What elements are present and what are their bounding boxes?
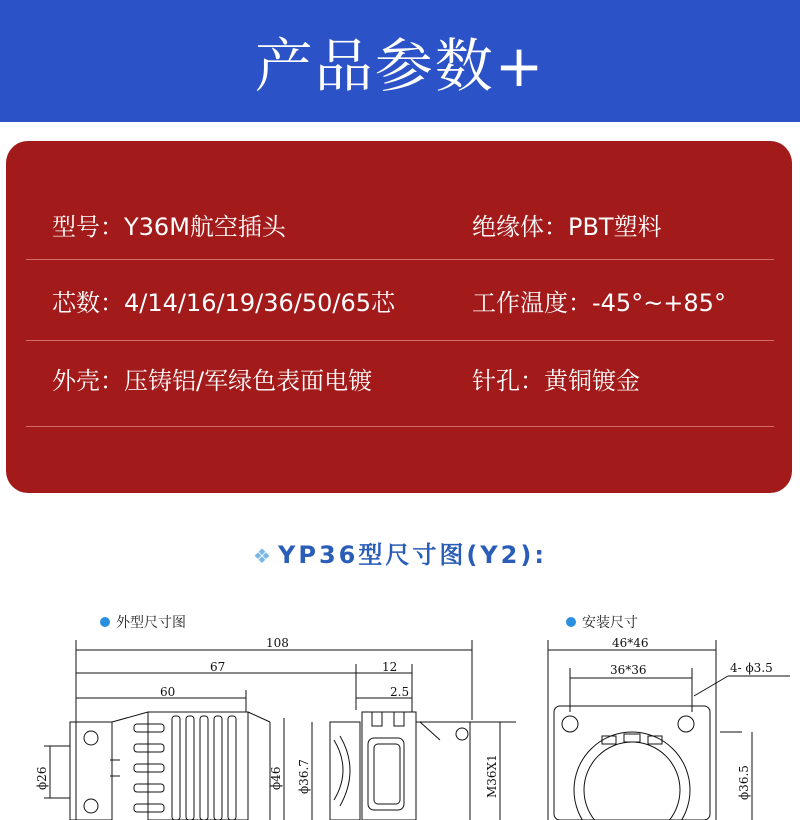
diamond-icon: ❖ bbox=[253, 544, 274, 568]
dim-46x46: 46*46 bbox=[612, 636, 649, 650]
dim-holes: 4- ϕ3.5 bbox=[730, 661, 773, 675]
dim-m36: M36X1 bbox=[485, 754, 499, 798]
spec-temperature: 工作温度：-45°~+85° bbox=[472, 289, 726, 317]
dim-2-5: 2.5 bbox=[390, 685, 410, 699]
page-title: 产品参数+ bbox=[254, 32, 546, 100]
dim-36x36: 36*36 bbox=[610, 663, 647, 677]
outline-label-text: 外型尺寸图 bbox=[116, 615, 186, 631]
dim-67: 67 bbox=[210, 660, 226, 674]
spec-insulator: 绝缘体：PBT塑料 bbox=[472, 213, 662, 241]
dim-60: 60 bbox=[160, 685, 176, 699]
dim-phi36-7: ϕ36.7 bbox=[297, 759, 311, 794]
drawing-title-text: YP36型尺寸图(Y2): bbox=[277, 541, 547, 569]
spec-shell: 外壳：压铸铝/军绿色表面电镀 bbox=[52, 367, 373, 395]
spec-cores: 芯数：4/14/16/19/36/50/65芯 bbox=[52, 289, 396, 317]
spec-pin: 针孔：黄铜镀金 bbox=[472, 367, 640, 395]
dim-phi36-5: ϕ36.5 bbox=[737, 765, 751, 800]
dim-phi46: ϕ46 bbox=[269, 766, 283, 790]
spec-model: 型号：Y36M航空插头 bbox=[52, 213, 286, 241]
dim-12: 12 bbox=[382, 660, 398, 674]
mount-label-text: 安装尺寸 bbox=[582, 615, 638, 631]
dim-108: 108 bbox=[266, 636, 289, 650]
dim-phi26: ϕ26 bbox=[35, 766, 49, 790]
